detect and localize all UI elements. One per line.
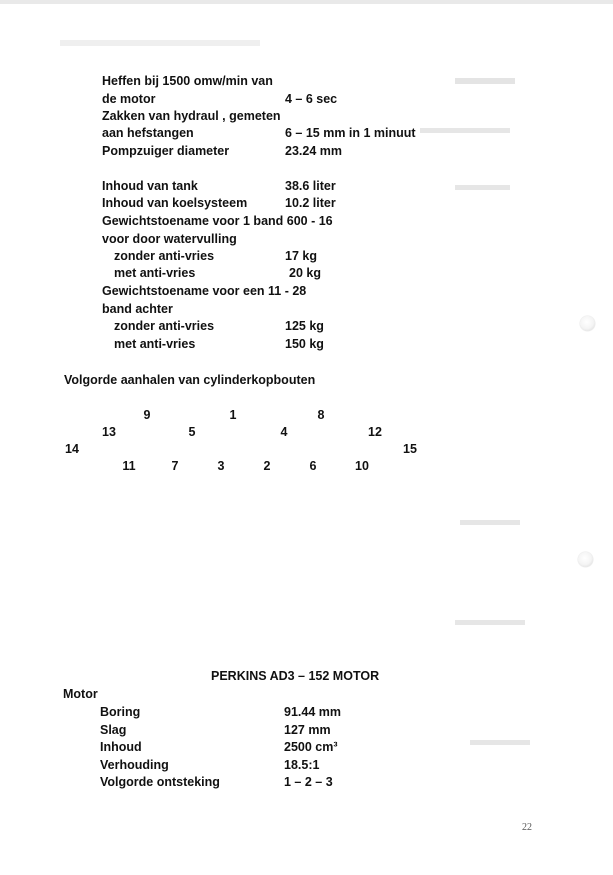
bolt-number: 4 [280,425,288,439]
spec-label: Verhouding [100,758,169,772]
bolt-number: 7 [171,459,179,473]
spec-label: Boring [100,705,141,719]
spec-label: zonder anti-vries [114,319,215,333]
spec-label: Pompzuiger diameter [102,144,230,158]
punch-hole-icon [580,316,595,331]
spec-label: aan hefstangen [102,126,194,140]
spec-value: 127 mm [284,723,331,737]
page-top-edge [0,0,613,4]
spec-value: 1 – 2 – 3 [284,775,333,789]
sequence-heading: Volgorde aanhalen van cylinderkopbouten [64,373,316,387]
section-subheading: Motor [63,687,98,701]
spec-value: 18.5:1 [284,758,320,772]
punch-hole-icon [578,552,593,567]
bolt-number: 2 [263,459,271,473]
spec-value: 23.24 mm [285,144,342,158]
spec-label: Gewichtstoename voor 1 band 600 - 16 [102,214,333,228]
bolt-number: 3 [217,459,225,473]
bolt-number: 8 [317,408,325,422]
bolt-number: 14 [65,442,79,456]
bolt-number: 15 [403,442,417,456]
spec-value: 17 kg [285,249,317,263]
spec-label: Gewichtstoename voor een 11 - 28 [102,284,307,298]
spec-label: Slag [100,723,127,737]
spec-value: 6 – 15 mm in 1 minuut [285,126,416,140]
spec-value: 38.6 liter [285,179,336,193]
spec-label: Volgorde ontsteking [100,775,220,789]
section-title: PERKINS AD3 – 152 MOTOR [211,669,380,683]
bolt-number: 11 [122,459,136,473]
bolt-number: 10 [355,459,369,473]
spec-label: voor door watervulling [102,232,237,246]
spec-label: met anti-vries [114,266,196,280]
spec-value: 2500 cm³ [284,740,338,754]
spec-label: de motor [102,92,156,106]
spec-label: met anti-vries [114,337,196,351]
spec-label: band achter [102,302,173,316]
spec-value: 10.2 liter [285,196,336,210]
bolt-number: 5 [188,425,196,439]
page-number: 22 [522,822,532,833]
spec-value: 150 kg [285,337,324,351]
bolt-number: 6 [309,459,317,473]
bolt-number: 12 [368,425,382,439]
spec-label: Heffen bij 1500 omw/min van [102,74,273,88]
spec-label: Inhoud van tank [102,179,198,193]
spec-label: zonder anti-vries [114,249,215,263]
spec-value: 125 kg [285,319,324,333]
spec-label: Inhoud van koelsysteem [102,196,248,210]
spec-value: 20 kg [289,266,321,280]
spec-value: 91.44 mm [284,705,341,719]
spec-label: Inhoud [100,740,142,754]
spec-value: 4 – 6 sec [285,92,338,106]
bolt-number: 13 [102,425,116,439]
bolt-number: 1 [229,408,237,422]
spec-label: Zakken van hydraul , gemeten [102,109,281,123]
bolt-number: 9 [143,408,151,422]
